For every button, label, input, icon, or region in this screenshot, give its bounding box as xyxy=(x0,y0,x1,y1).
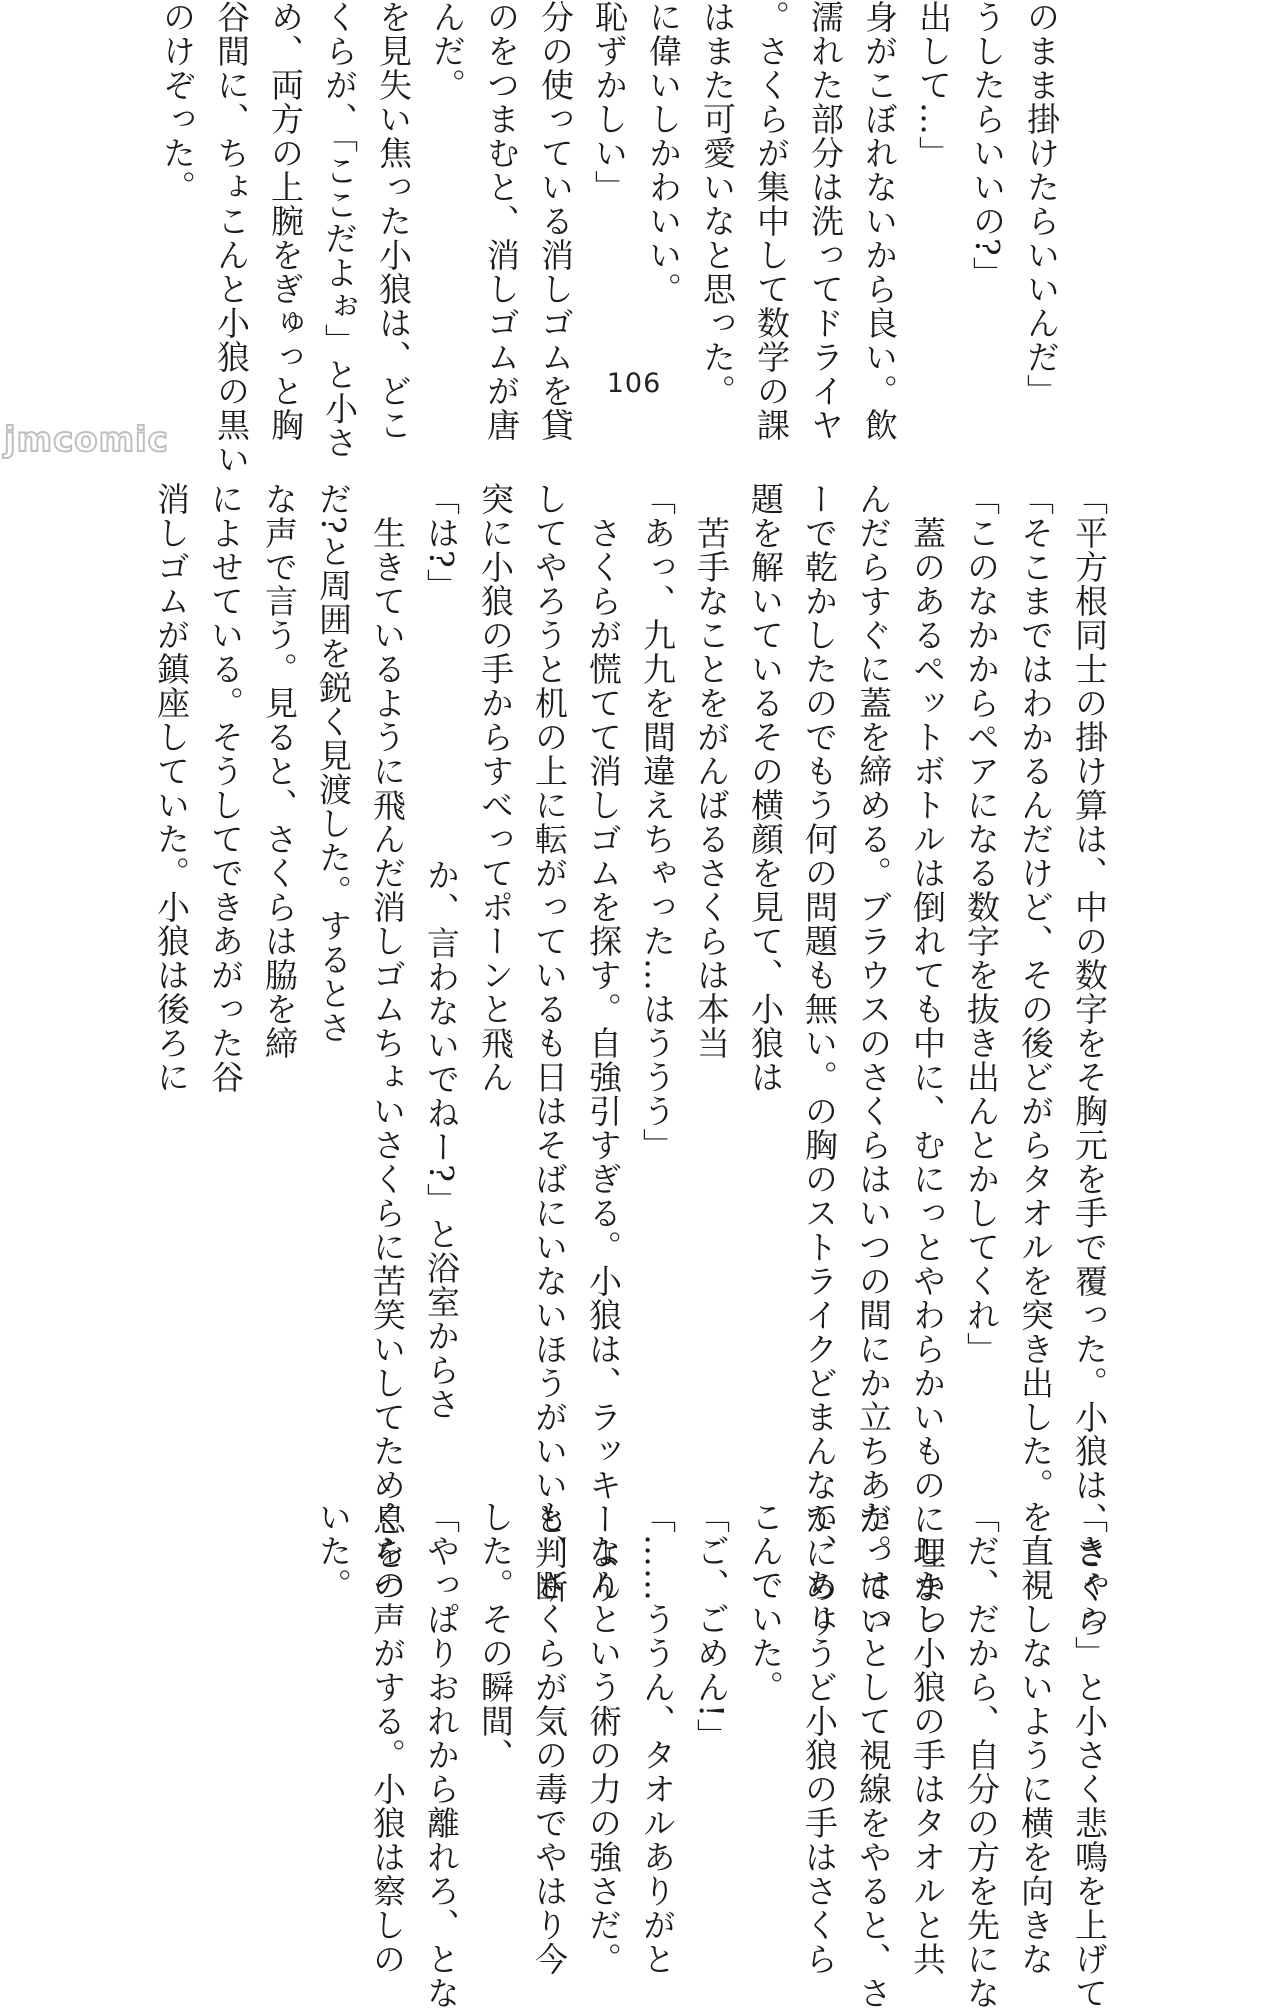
text-line: こんでいた。 xyxy=(746,1500,785,1704)
text-line: 濡れた部分は洗ってドライヤ xyxy=(806,0,845,442)
text-line: 「……ううん、タオルありがと xyxy=(638,1500,677,1976)
text-line: 題を解いているその横顔を見て、小狼は xyxy=(746,482,785,1094)
text-line: 「だ、だから、自分の方を先にな xyxy=(962,1500,1001,2010)
text-line: 生きているように飛んだ消しゴムちょいさくらに苦笑いしてため息をつ xyxy=(368,482,407,1604)
text-line: 分の使っている消しゴムを貸 xyxy=(536,0,575,442)
text-line: いた。 xyxy=(314,1500,353,1602)
text-line: な声で言う。見ると、さくらは脇を締 xyxy=(260,482,299,1060)
text-line: 「平方根同士の掛け算は、中の数字をそ胸元を手で覆った。小狼は、さくら xyxy=(1070,482,1109,1638)
text-line: を見失い焦った小狼は、どこ xyxy=(374,0,413,442)
text-line: 「きゃっ」と小さく悲鳴を上げて xyxy=(1070,1500,1109,2010)
text-line: のけぞった。 xyxy=(158,0,197,204)
text-line: した。その瞬間、 xyxy=(476,1500,515,1772)
text-line: 。さくらが集中して数学の課 xyxy=(752,0,791,442)
text-line: 「は?」 か、言わないでねー?」と浴室からさ xyxy=(422,482,461,1421)
text-line: ーで乾かしたのでもう何の問題も無い。の胸のストライクどまんなかにめり xyxy=(800,482,839,1638)
text-line: 恥ずかしい」 xyxy=(590,0,629,204)
text-line: を直視しないように横を向きな xyxy=(1016,1500,1055,1976)
text-line: 「このなかからペアになる数字を抜き出んとかしてくれ」 xyxy=(962,482,1001,1366)
text-line: のをつまむと、消しゴムが唐 xyxy=(482,0,521,442)
text-line: め、両方の上腕をぎゅっと胸 xyxy=(266,0,305,442)
text-line: はまた可愛いなと思った。 xyxy=(698,0,737,408)
page-number: 106 xyxy=(606,368,662,399)
text-line: んだ。 xyxy=(428,0,467,102)
text-line: くらの声がする。小狼は察しの xyxy=(368,1500,407,1976)
text-line: 苦手なことをがんばるさくらは本当 xyxy=(692,482,731,1060)
text-line: 「そこまではわかるんだけど、その後どがらタオルを突き出した。 xyxy=(1016,482,1055,1502)
text-line: に偉いしかわいい。 xyxy=(644,0,683,306)
text-line: してやろうと机の上に転がっているも日はそばにいないほうがいいと判断 xyxy=(530,482,569,1604)
text-line: も、さくらが気の毒でやはり今 xyxy=(530,1500,569,1976)
text-line: 蓋のあるペットボトルは倒れても中に、むにっとやわらかいものに埋まっ xyxy=(908,482,947,1638)
text-line: んだらすぐに蓋を締める。ブラウスのさくらはいつの間にか立ちあがってい xyxy=(854,482,893,1638)
text-line: くらが、「ここだよぉ」と小さ xyxy=(320,0,359,460)
text-line: しかし小狼の手はタオルと共 xyxy=(908,1500,947,1976)
text-line: 出して…」 xyxy=(914,0,953,170)
text-line: なんという術の力の強さだ。 xyxy=(584,1500,623,1976)
text-line: だ?と周囲を鋭く見渡した。するとさ xyxy=(314,482,353,1045)
text-line: 身がこぼれないから良い。飲 xyxy=(860,0,899,442)
text-line: 「やっぱりおれから離れろ、とな xyxy=(422,1500,461,2010)
watermark-logo: jmcomic xyxy=(4,420,169,460)
text-line: 消しゴムが鎮座していた。小狼は後ろに xyxy=(152,482,191,1094)
text-line: によせている。そうしてできあがった谷 xyxy=(206,482,245,1094)
text-line: 「ご、ごめん!」 xyxy=(692,1500,731,1753)
text-line: 「あっ、九九を間違えちゃった…はううう」 xyxy=(638,482,677,1162)
text-block-bottom xyxy=(156,1500,1116,2010)
text-line: さくらが慌てて消しゴムを探す。自強引すぎる。小狼は、ラッキーより xyxy=(584,482,623,1604)
text-line: た。はっとして視線をやると、さ xyxy=(854,1500,893,2010)
text-line: のまま掛けたらいいんだ」 xyxy=(1022,0,1061,408)
text-line: うしたらいいの?」 xyxy=(968,0,1007,291)
text-line: 谷間に、ちょこんと小狼の黒い xyxy=(212,0,251,476)
text-line: 突に小狼の手からすべってポーンと飛ん xyxy=(476,482,515,1094)
text-line: て、ちょうど小狼の手はさくら xyxy=(800,1500,839,1976)
